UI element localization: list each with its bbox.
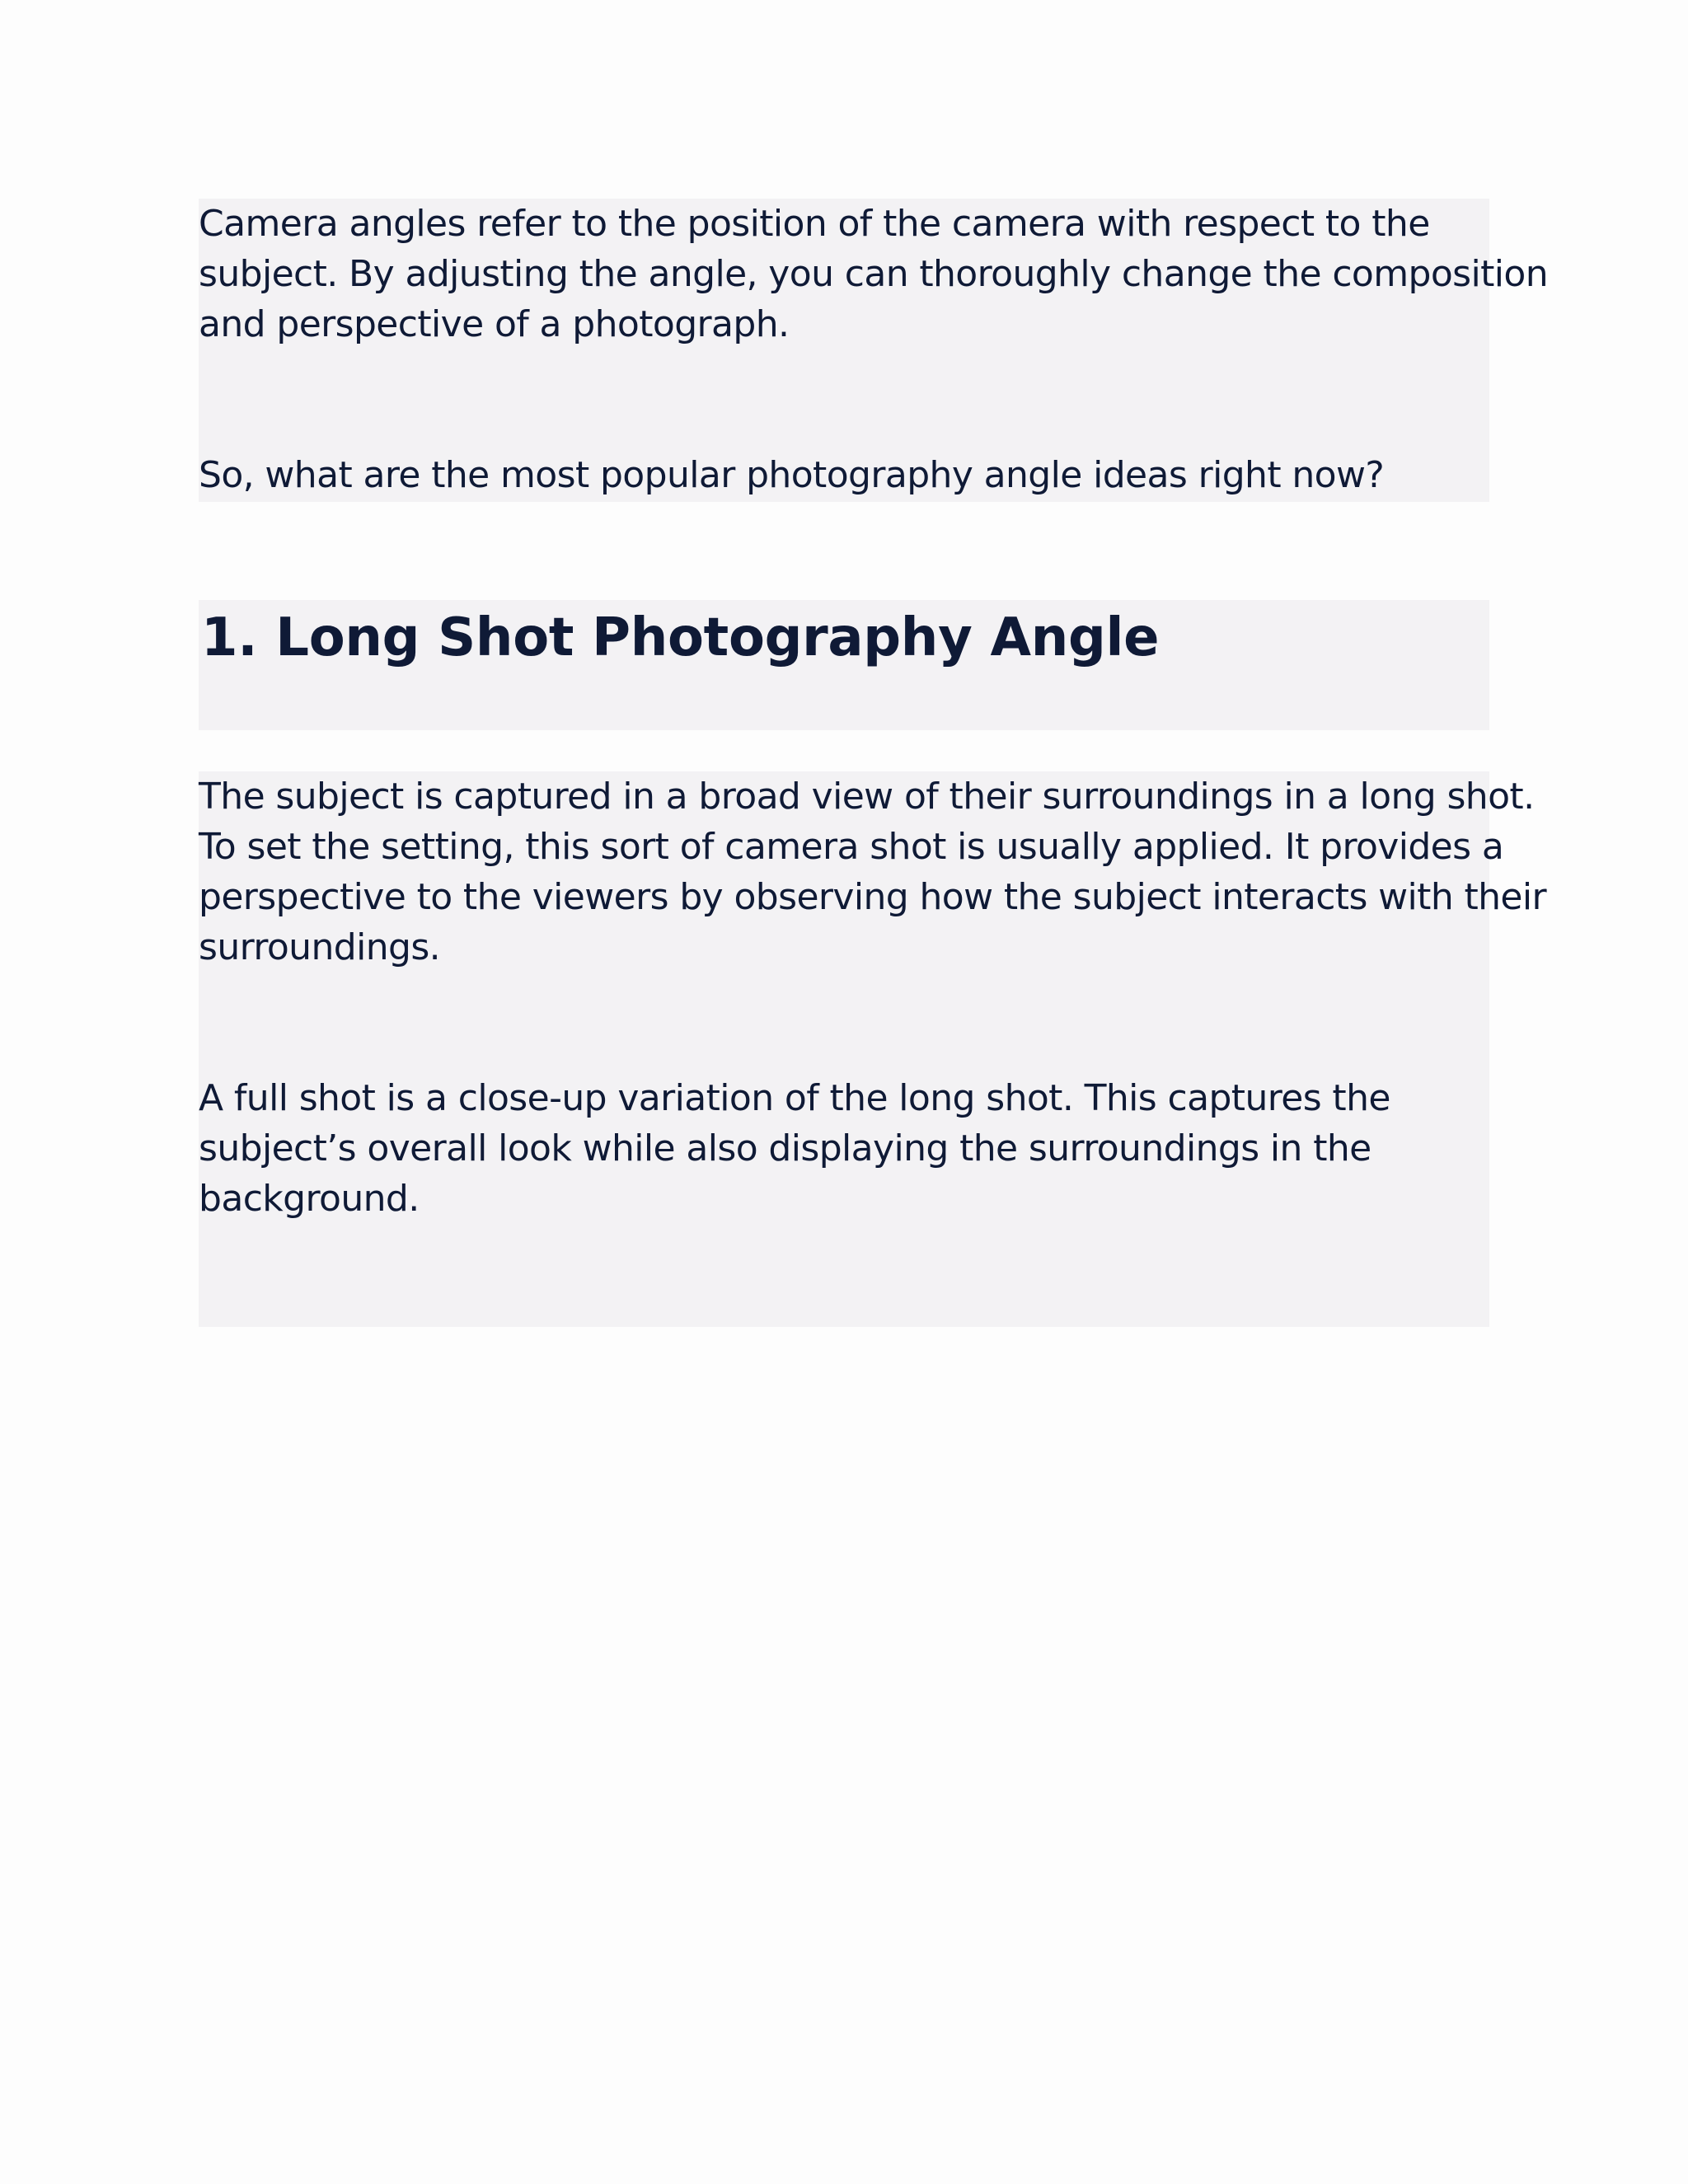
body-paragraph-line: subject’s overall look while also displaying the surroundings in the (199, 1127, 1372, 1169)
body-paragraph-line: The subject is captured in a broad view of their surroundings in a long shot. (199, 776, 1535, 818)
body-paragraph-line: To set the setting, this sort of camera shot is usually applied. It provides a (199, 826, 1504, 868)
intro-paragraph-line: Camera angles refer to the position of the camera with respect to the (199, 203, 1430, 245)
section-heading-block (199, 600, 1489, 730)
body-paragraph-line: perspective to the viewers by observing how the subject interacts with their (199, 876, 1547, 918)
body-paragraph-line: surroundings. (199, 926, 441, 968)
section-body (199, 771, 1547, 1327)
intro-paragraph-line: and perspective of a photograph. (199, 303, 790, 345)
section-heading: 1. Long Shot Photography Angle (201, 607, 1160, 668)
intro-paragraph-line: subject. By adjusting the angle, you can thoroughly change the composition (199, 253, 1548, 295)
body-paragraph-line: background. (199, 1178, 420, 1220)
intro-question: So, what are the most popular photography angle ideas right now? (199, 454, 1385, 496)
body-paragraph-line: A full shot is a close-up variation of the long shot. This captures the (199, 1077, 1390, 1119)
intro-section (199, 199, 1548, 502)
